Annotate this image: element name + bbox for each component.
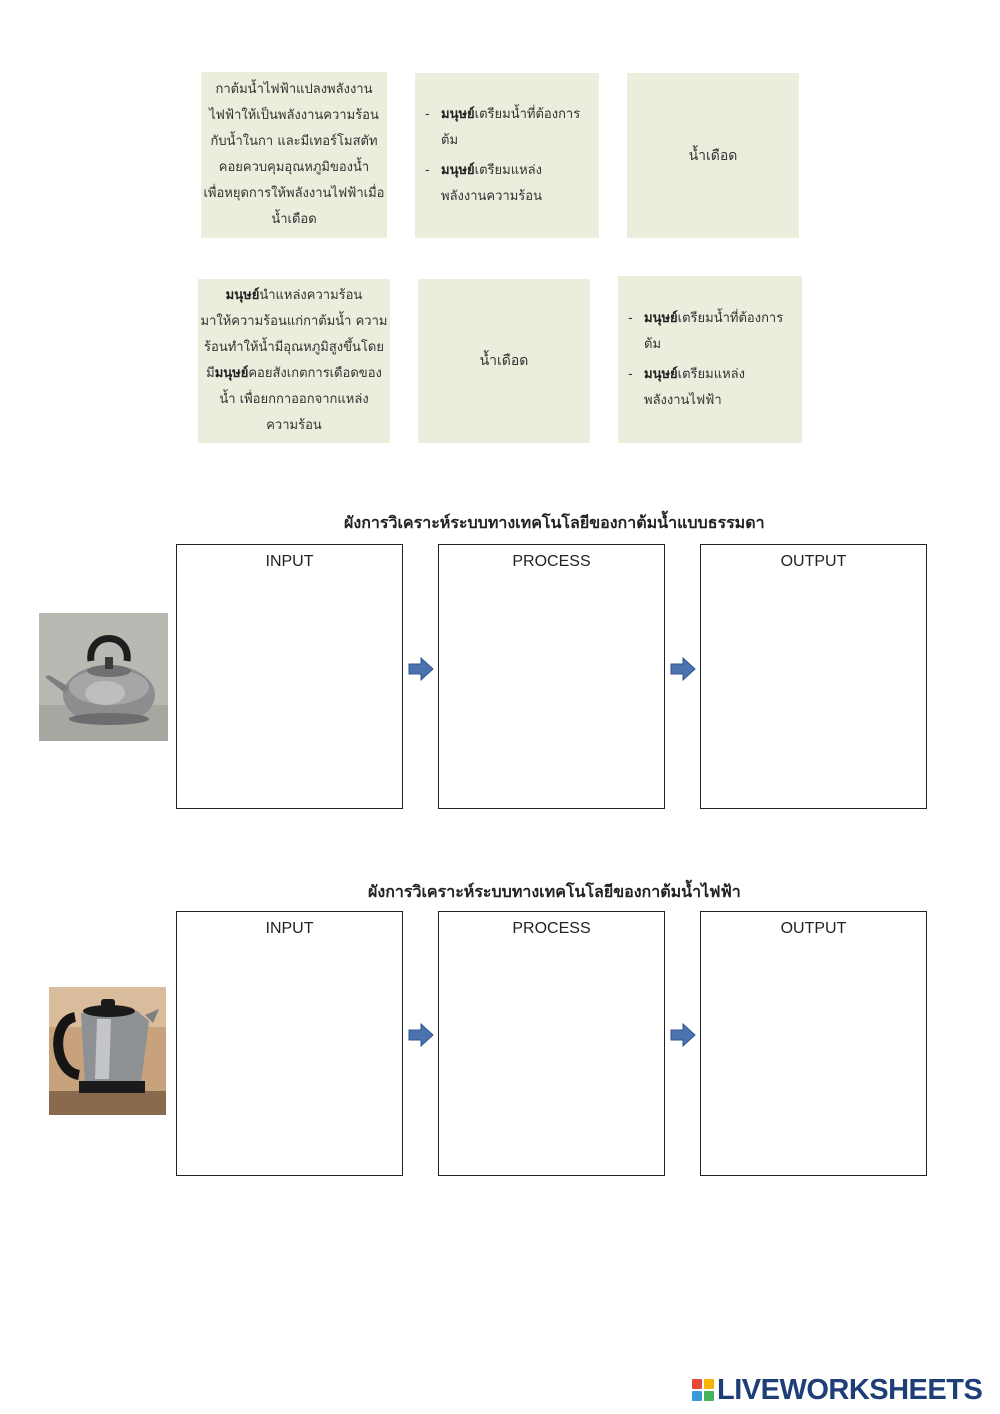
brand-name: LIVEWORKSHEETS — [717, 1374, 983, 1406]
traditional-kettle-photo — [39, 613, 168, 741]
card-text: มนุษย์นำแหล่งความร้อน มาให้ความร้อนแก่กาต้มน้ำ ความ ร้อนทำให้น้ำมีอุณหภูมิสูงขึ้นโดย มีมนุษย์คอยสังเกตการเดือดของ น้ำ เพื่อยกกาออกจากแหล่ง ความร้อน — [200, 288, 388, 433]
input-box[interactable] — [176, 911, 403, 1176]
card-output-boiling-water[interactable] — [418, 279, 590, 443]
card-list — [419, 102, 588, 210]
diagram-title-electric: ผังการวิเคราะห์ระบบทางเทคโนโลยีของกาต้มน้ำไฟฟ้า — [368, 882, 741, 901]
arrow-right-icon — [670, 1022, 696, 1048]
card-text: กาต้มน้ำไฟฟ้าแปลงพลังงาน ไฟฟ้าให้เป็นพลังงานความร้อน กับน้ำในกา และมีเทอร์โมสตัท คอยควบคุมอุณหภูมิของน้ำ เพื่อหยุดการให้พลังงานไฟฟ้าเมื่อ น้ำเดือด — [203, 82, 385, 227]
box-heading: PROCESS — [512, 920, 591, 937]
logo-grid-icon — [692, 1379, 714, 1401]
box-heading: INPUT — [265, 553, 314, 570]
card-text: น้ำเดือด — [479, 353, 529, 369]
arrow-right-icon — [408, 1022, 434, 1048]
box-heading: OUTPUT — [780, 920, 847, 937]
list-item: - มนุษย์เตรียมแหล่ง พลังงานความร้อน — [419, 158, 580, 210]
box-heading: OUTPUT — [780, 553, 847, 570]
card-output-boiling-water[interactable] — [627, 73, 799, 238]
list-item: - มนุษย์เตรียมแหล่ง พลังงานไฟฟ้า — [622, 362, 783, 414]
box-heading: INPUT — [265, 920, 314, 937]
card-electric-input[interactable] — [618, 276, 802, 443]
card-traditional-process[interactable] — [198, 279, 390, 443]
output-box[interactable] — [700, 544, 927, 809]
process-box[interactable] — [438, 544, 665, 809]
box-heading: PROCESS — [512, 553, 591, 570]
card-traditional-input[interactable] — [415, 73, 599, 238]
arrow-right-icon — [670, 656, 696, 682]
input-box[interactable] — [176, 544, 403, 809]
card-list — [622, 306, 791, 414]
liveworksheets-logo[interactable] — [692, 1374, 982, 1406]
card-electric-process[interactable] — [201, 72, 387, 238]
process-box[interactable] — [438, 911, 665, 1176]
list-item: - มนุษย์เตรียมน้ำที่ต้องการ ต้ม — [622, 306, 783, 358]
list-item: - มนุษย์เตรียมน้ำที่ต้องการ ต้ม — [419, 102, 580, 154]
electric-kettle-photo — [49, 987, 166, 1115]
card-text: น้ำเดือด — [688, 147, 738, 164]
diagram-title-traditional: ผังการวิเคราะห์ระบบทางเทคโนโลยีของกาต้มน้ำแบบธรรมดา — [344, 513, 765, 532]
arrow-right-icon — [408, 656, 434, 682]
output-box[interactable] — [700, 911, 927, 1176]
